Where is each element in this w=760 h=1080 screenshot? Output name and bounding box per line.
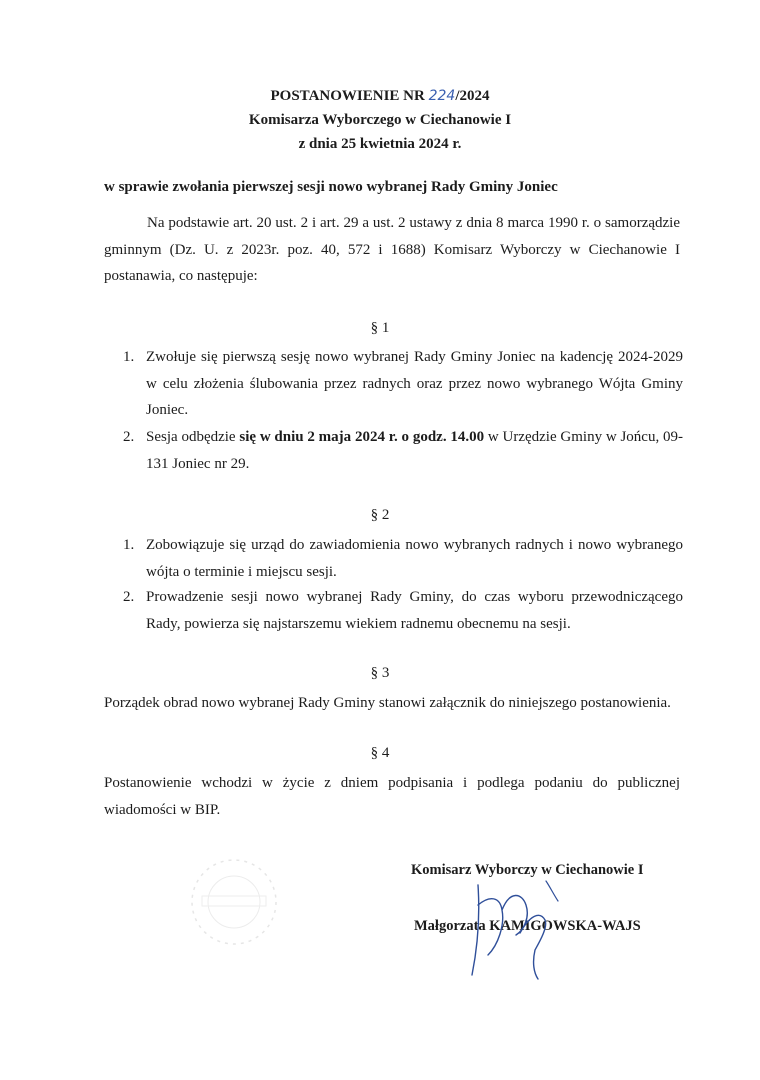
title-prefix: POSTANOWIENIE NR xyxy=(270,88,429,104)
faint-stamp xyxy=(172,850,302,950)
preamble: Na podstawie art. 20 ust. 2 i art. 29 a ust. 2 ustawy z dnia 8 marca 1990 r. o samorządzie gminnym (Dz. U. z 2023r. poz. 40, 572 i 1688) Komisarz Wyborczy w Ciechanowie I postanawia, co następuje: xyxy=(104,215,680,284)
item-text: Zobowiązuje się urząd do zawiadomienia nowo wybranych radnych i nowo wybranego wójta o terminie i miejscu sesji. xyxy=(146,537,683,580)
item-number: 2. xyxy=(123,429,135,445)
item-text xyxy=(146,424,683,477)
text-normal: Sesja odbędzie xyxy=(146,429,240,445)
section-2-heading: § 2 xyxy=(370,507,390,523)
item-text: Prowadzenie sesji nowo wybranej Rady Gminy, do czas wyboru przewodniczącego Rady, powierza się najstarszemu wiekiem radnemu obecnemu na sesji. xyxy=(146,589,683,632)
section-4-text: Postanowienie wchodzi w życie z dniem podpisania i podlega podaniu do publicznej wiadomości w BIP. xyxy=(104,775,680,818)
text-normal: w Urzędzie Gminy w Jońcu, 09-131 Joniec nr 29. xyxy=(146,429,683,472)
handwritten-signature xyxy=(450,875,590,985)
item-text: Zwołuje się pierwszą sesję nowo wybranej Rady Gminy Joniec na kadencję 2024-2029 w celu złożenia ślubowania przez radnych oraz przez nowo wybranego Wójta Gminy Joniec. xyxy=(146,349,683,418)
section-3-heading: § 3 xyxy=(370,665,390,681)
subject-line: w sprawie zwołania pierwszej sesji nowo wybranej Rady Gminy Joniec xyxy=(104,179,558,195)
issuer-line: Komisarza Wyborczego w Ciechanowie I xyxy=(248,112,512,128)
date-line: z dnia 25 kwietnia 2024 r. xyxy=(298,136,462,152)
section-1-heading: § 1 xyxy=(370,320,390,336)
section-4-heading: § 4 xyxy=(370,745,390,761)
document-title xyxy=(0,86,760,106)
signatory-name: Małgorzata KAMIGOWSKA-WAJS xyxy=(414,918,641,934)
item-number: 1. xyxy=(123,349,135,365)
item-number: 2. xyxy=(123,589,135,605)
text-bold: się w dniu 2 maja 2024 r. o godz. 14.00 xyxy=(239,429,485,445)
item-number: 1. xyxy=(123,537,135,553)
handwritten-number: 224 xyxy=(428,88,456,104)
title-suffix: /2024 xyxy=(455,88,490,104)
section-3-text: Porządek obrad nowo wybranej Rady Gminy stanowi załącznik do niniejszego postanowienia. xyxy=(104,695,671,711)
signatory-role: Komisarz Wyborczy w Ciechanowie I xyxy=(411,862,644,878)
